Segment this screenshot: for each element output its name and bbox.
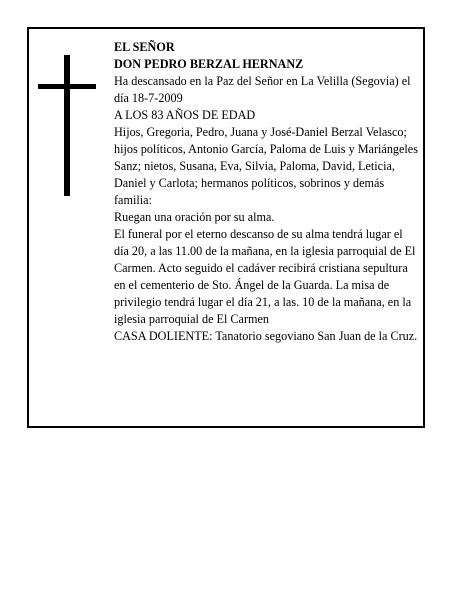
cross-icon [64,55,70,196]
obituary-title: EL SEÑOR [114,40,175,54]
prayer-request: Ruegan una oración por su alma. [114,210,275,224]
rest-statement: Ha descansado en la Paz del Señor en La Velilla (Segovia) el día 18-7-2009 [114,74,411,105]
family-list: Hijos, Gregoria, Pedro, Juana y José-Daniel Berzal Velasco; hijos políticos, Antonio García, Paloma de Luis y Mariángeles Sanz; nietos, Susana, Eva, Silvia, Paloma, David, Leticia, Daniel y Carlota; hermanos políticos, sobrinos y demás familia: [114,125,418,207]
obituary-text [114,39,420,345]
deceased-name: DON PEDRO BERZAL HERNANZ [114,57,304,71]
funeral-home: CASA DOLIENTE: Tanatorio segoviano San Juan de la Cruz. [114,329,418,343]
age-statement: A LOS 83 AÑOS DE EDAD [114,108,256,122]
cross-icon-crossbar [38,84,96,89]
funeral-details: El funeral por el eterno descanso de su alma tendrá lugar el día 20, a las 11.00 de la mañana, en la iglesia parroquial de El Carmen. Acto seguido el cadáver recibirá cristiana sepultura en el cementerio de Sto. Ángel de la Guarda. La misa de privilegio tendrá lugar el día 21, a las. 10 de la mañana, en la iglesia parroquial de El Carmen [114,227,416,326]
